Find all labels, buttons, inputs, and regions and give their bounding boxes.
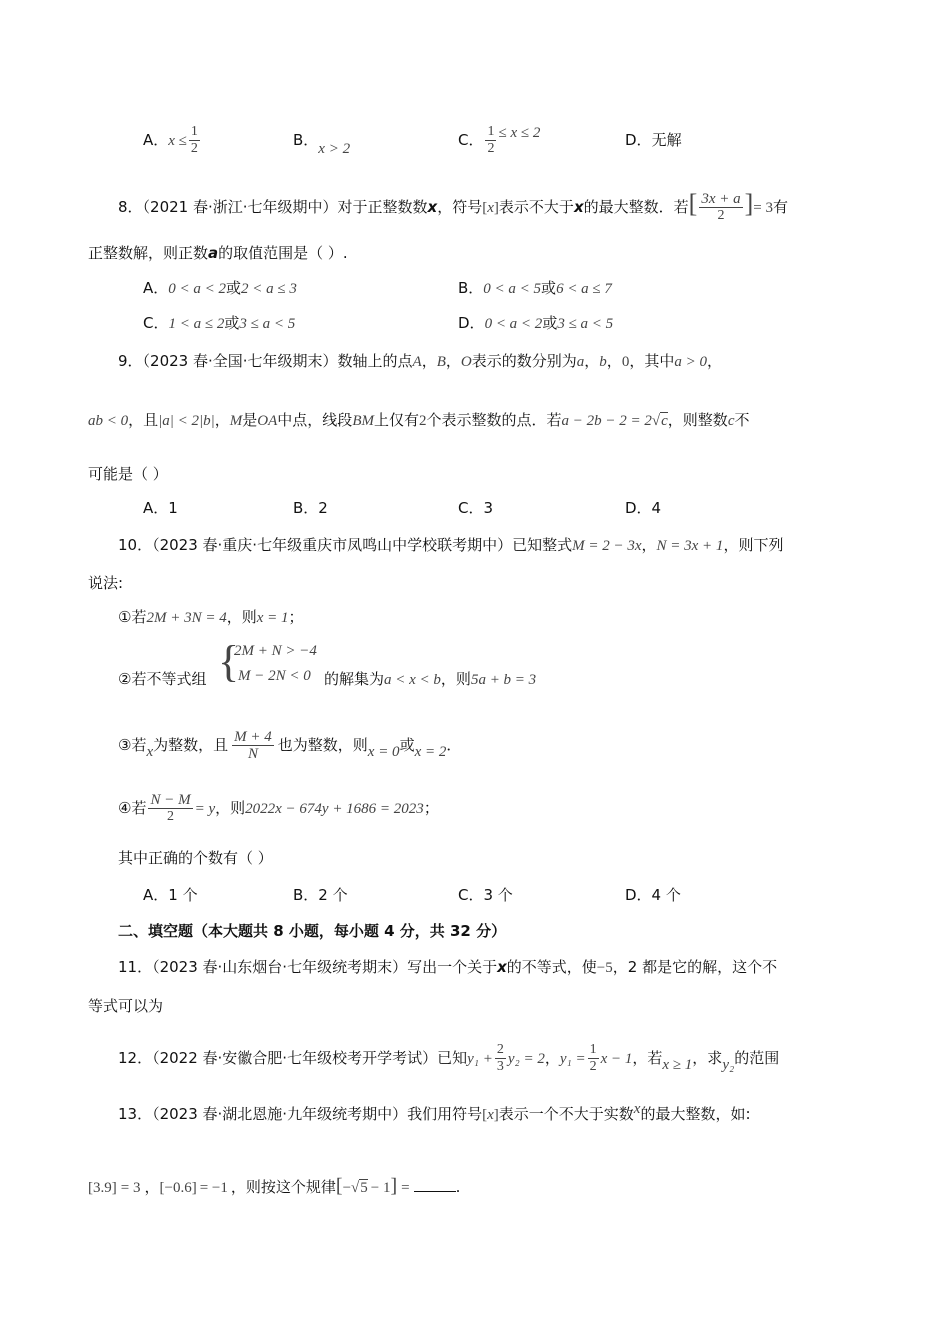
q8-option-b: B．0 < a < 5或6 < a ≤ 7 — [458, 279, 612, 297]
q9-line1: 9．（2023 春·全国·七年级期末）数轴上的点A，B，O表示的数分别为a，b，0，其中a > 0， — [118, 352, 722, 370]
q8-option-d: D．0 < a < 2或3 ≤ a < 5 — [458, 314, 614, 332]
q9-line3: 可能是（ ） — [88, 465, 168, 483]
q10-option-c: C．3 个 — [458, 886, 513, 904]
q10-line1: 10．（2023 春·重庆·七年级重庆市凤鸣山中学校联考期中）已知整式M = 2 − 3x，N = 3x + 1，则下列 — [118, 536, 784, 554]
q7-c-fraction: $\frac{1}{2}$ — [487, 124, 495, 156]
q10-statement-4: ④若 $\frac{N - M}{2}$ = y，则2022x − 674y + 1686 = 2023； — [118, 792, 439, 824]
q10-system-top: 2M + N > −4 — [234, 643, 317, 659]
q10-summary: 其中正确的个数有（ ） — [118, 849, 273, 867]
q7-a-fraction: $\frac{1}{2}$ — [190, 124, 198, 156]
q9-option-b: B．2 — [293, 499, 328, 517]
q10-system-bottom: M − 2N < 0 — [238, 668, 311, 684]
q10-statement-3: ③若x为整数，且 $\frac{M + 4}{N}$ 也为整数，则x = 0或x = 2． — [118, 729, 462, 762]
q10-option-a: A．1 个 — [143, 886, 198, 904]
q10-brace: { — [218, 637, 240, 686]
q13-line1: 13．（2023 春·湖北恩施·九年级统考期中）我们用符号[x]表示一个不大于实数x的最大整数，如: — [118, 1101, 751, 1123]
q7-option-a: A．x ≤ $\frac{1}{2}$ — [143, 124, 198, 156]
q7-option-d: D．无解 — [625, 131, 682, 149]
q10-statement-2: ②若不等式组 — [118, 670, 207, 688]
section-heading: 二、填空题（本大题共 8 小题，每小题 4 分，共 32 分） — [118, 922, 507, 940]
q10-statement-2-tail: 的解集为a < x < b，则5a + b = 3 — [324, 670, 537, 688]
q8-line1: 8．（2021 春·浙江·七年级期中）对于正整数数x，符号[x]表示不大于x的最大整数．若[ $\frac{3x + a}{2}$ ]= 3有 — [118, 189, 788, 223]
q12-line: 12．（2022 春·安徽合肥·七年级校考开学考试）已知y₁ + $\frac{2}{3}$ y₂ = 2，y₁ = $\frac{1}{2}$ x − 1，若x ≥ 1，求y₂的范围 — [118, 1042, 780, 1074]
q10-statement-1: ①若2M + 3N = 4，则x = 1； — [118, 608, 304, 626]
q8-fraction: $\frac{3x + a}{2}$ — [701, 191, 741, 223]
q7-option-b: B．x > 2 — [293, 131, 351, 157]
q10-option-d: D．4 个 — [625, 886, 681, 904]
q10-s3-fraction: $\frac{M + 4}{N}$ — [234, 729, 272, 762]
q9-option-d: D．4 — [625, 499, 662, 517]
q11-line2: 等式可以为 — [88, 997, 164, 1015]
q10-line2: 说法: — [88, 574, 124, 592]
q9-option-a: A．1 — [143, 499, 178, 517]
q9-option-c: C．3 — [458, 499, 494, 517]
q12-fraction-1: $\frac{2}{3}$ — [496, 1042, 504, 1074]
q8-option-a: A．0 < a < 2或2 < a ≤ 3 — [143, 279, 297, 297]
answer-blank[interactable] — [414, 1177, 456, 1192]
q13-line2: [3.9] = 3 ，[−0.6] = −1 ，则按这个规律[−√5 − 1] = . — [88, 1175, 461, 1197]
q11-line1: 11．（2023 春·山东烟台·七年级统考期末）写出一个关于x的不等式，使−5，2 都是它的解，这个不 — [118, 958, 778, 976]
q10-option-b: B．2 个 — [293, 886, 348, 904]
q8-option-c: C．1 < a ≤ 2或3 ≤ a < 5 — [143, 314, 296, 332]
q8-line2: 正整数解，则正数a的取值范围是（ ）. — [88, 244, 348, 262]
q10-s4-fraction: $\frac{N - M}{2}$ — [150, 792, 191, 824]
q12-fraction-2: $\frac{1}{2}$ — [589, 1042, 597, 1074]
q9-line2: ab < 0，且|a| < 2|b|，M是OA中点，线段BM上仅有2个表示整数的点．若a − 2b − 2 = 2√c，则整数c不 — [88, 411, 750, 429]
q7-option-c: C． $\frac{1}{2}$ ≤ x ≤ 2 — [458, 124, 541, 156]
